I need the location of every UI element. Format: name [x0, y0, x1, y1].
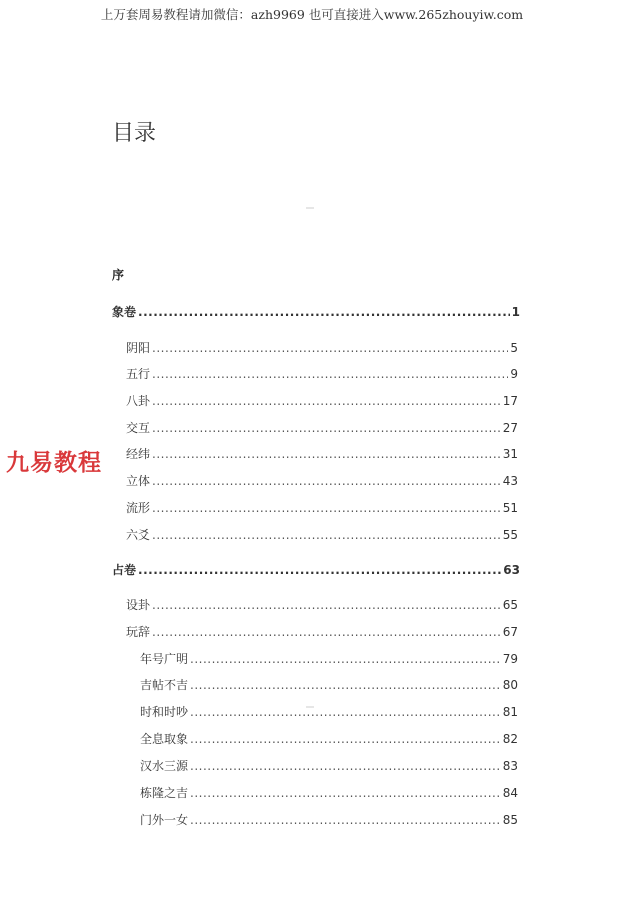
scan-speck	[306, 207, 314, 209]
toc-entry-label: 设卦	[126, 598, 151, 612]
toc-entry[interactable]	[140, 650, 518, 667]
toc-entry-label: 象卷	[112, 305, 137, 319]
toc-leader-dots	[190, 786, 501, 800]
toc-entry-label: 时和时吵	[140, 705, 189, 719]
toc-leader-dots	[190, 759, 501, 773]
toc-page-number: 43	[502, 474, 518, 488]
toc-entry[interactable]	[140, 676, 518, 693]
toc-page-number: 81	[502, 705, 518, 719]
toc-entry[interactable]	[140, 811, 518, 828]
toc-leader-dots	[152, 501, 501, 515]
toc-entry[interactable]	[126, 339, 518, 356]
toc-page-number: 82	[502, 732, 518, 746]
toc-page-number: 9	[510, 367, 518, 381]
toc-entry-label: 全息取象	[140, 732, 189, 746]
toc-entry[interactable]	[140, 703, 518, 720]
toc-page-number: 31	[502, 447, 518, 461]
toc-leader-dots	[138, 305, 510, 319]
toc-entry-label: 年号广明	[140, 652, 189, 666]
toc-entry[interactable]	[126, 472, 518, 489]
toc-entry[interactable]	[126, 419, 518, 436]
toc-entry[interactable]	[126, 365, 518, 382]
toc-entry-label: 栋隆之吉	[140, 786, 189, 800]
toc-entry-label: 交互	[126, 421, 151, 435]
toc-leader-dots	[190, 813, 501, 827]
toc-entry[interactable]	[140, 757, 518, 774]
toc-leader-dots	[190, 652, 501, 666]
toc-page-number: 67	[502, 625, 518, 639]
toc-leader-dots	[190, 732, 501, 746]
toc-entry[interactable]	[126, 526, 518, 543]
watermark-logo: 九易教程	[6, 450, 102, 476]
toc-page-number: 27	[502, 421, 518, 435]
toc-entry-label: 经纬	[126, 447, 151, 461]
toc-page-number: 17	[502, 394, 518, 408]
toc-leader-dots	[152, 341, 508, 355]
toc-page-number: 51	[502, 501, 518, 515]
toc-entry[interactable]	[126, 596, 518, 613]
toc-page-number: 63	[503, 563, 520, 577]
toc-page-number: 80	[502, 678, 518, 692]
toc-entry-label: 六爻	[126, 528, 151, 542]
toc-entry-label: 汉水三源	[140, 759, 189, 773]
toc-page-number: 1	[511, 305, 520, 319]
toc-entry[interactable]	[140, 730, 518, 747]
toc-leader-dots	[152, 367, 508, 381]
toc-page-number: 85	[502, 813, 518, 827]
toc-leader-dots	[152, 474, 501, 488]
header-banner: 上万套周易教程请加微信：azh9969 也可直接进入www.265zhouyiw.com	[100, 7, 524, 22]
toc-page-number: 79	[502, 652, 518, 666]
toc-page-number: 65	[502, 598, 518, 612]
toc-page-number: 83	[502, 759, 518, 773]
toc-leader-dots	[152, 598, 501, 612]
toc-leader-dots	[152, 421, 501, 435]
toc-entry-label: 八卦	[126, 394, 151, 408]
toc-leader-dots	[190, 705, 501, 719]
page-title: 目录	[112, 121, 157, 146]
toc-entry[interactable]	[126, 499, 518, 516]
toc-preface[interactable]: 序	[112, 268, 125, 282]
toc-page-number: 5	[510, 341, 518, 355]
toc-leader-dots	[190, 678, 501, 692]
toc-entry[interactable]	[140, 784, 518, 801]
toc-entry-label: 流形	[126, 501, 151, 515]
toc-entry-label: 占卷	[112, 563, 137, 577]
toc-entry[interactable]	[126, 445, 518, 462]
toc-leader-dots	[152, 447, 501, 461]
toc-part-entry[interactable]	[112, 303, 520, 320]
toc-entry-label: 立体	[126, 474, 151, 488]
toc-page-number: 55	[502, 528, 518, 542]
toc-leader-dots	[152, 528, 501, 542]
toc-entry-label: 五行	[126, 367, 151, 381]
toc-leader-dots	[138, 563, 501, 577]
toc-entry-label: 玩辞	[126, 625, 151, 639]
toc-part-entry[interactable]	[112, 561, 520, 578]
toc-page-number: 84	[502, 786, 518, 800]
toc-entry[interactable]	[126, 623, 518, 640]
toc-entry-label: 门外一女	[140, 813, 189, 827]
toc-entry[interactable]	[126, 392, 518, 409]
toc-entry-label: 阴阳	[126, 341, 151, 355]
toc-entry-label: 吉帖不吉	[140, 678, 189, 692]
toc-leader-dots	[152, 625, 501, 639]
toc-leader-dots	[152, 394, 501, 408]
